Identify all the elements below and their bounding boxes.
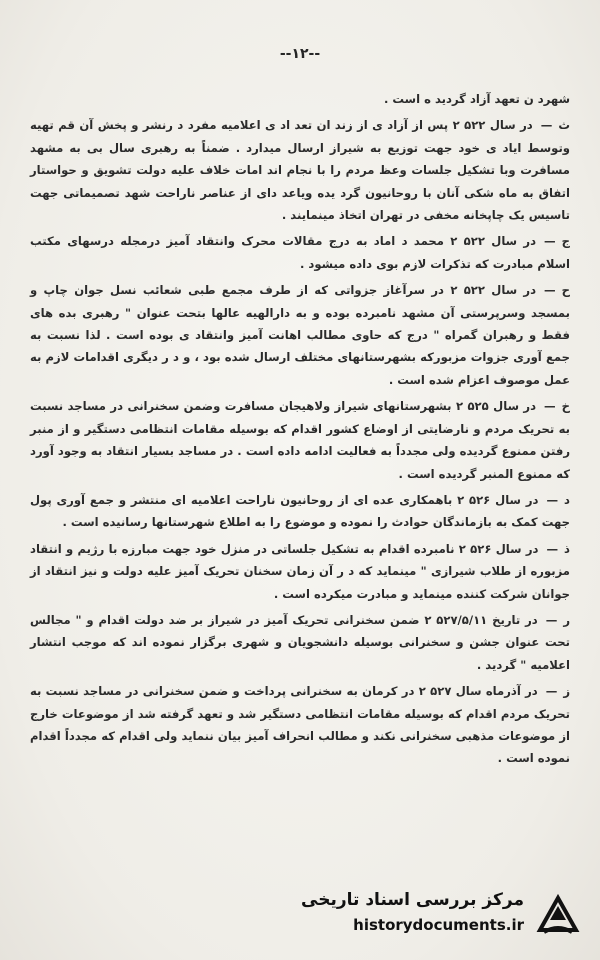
item-text: در سال ۵۲۶ ۲ باهمکاری عده ای از روحانیون ناراحت اعلامیه ای منتشر و جمع آوری پول جهت کمک به بازماندگان حوادث را نموده و موضوع را به اطلاع شهرستانها رسانیده است . <box>30 492 570 530</box>
list-item <box>30 489 570 534</box>
list-item <box>30 230 570 275</box>
item-text: در سال ۵۲۲ ۲ پس از آزاد ی از زند ان تعد اد ی اعلامیه مفرد د رنشر و پخش آن قم تهیه وتوسط ایاد ی خود جهت توزیع به شیراز ارسال میدارد . ضمناً به رهبری سال بی به مشهد مسافرت وبا تشکیل جلسات وعظ مردم را با نجام اند امات خلاف علیه دولت تشویق و حواستار اتفاق به ماه شکی آنان با روحانیون گرد یده ویاعد دای از عناصر ناراحت شهد تصمیماتی جهت تاسیس یک چاپخانه مخفی در تهران اتخاذ مینمایند . <box>30 118 570 223</box>
page-number: --۱۲-- <box>279 46 321 62</box>
list-item <box>30 114 570 226</box>
document-body <box>30 88 570 770</box>
item-text: در آذرماه سال ۵۲۷ ۲ در کرمان به سخنرانی پرداخت و ضمن سخنرانی در مساجد نسبت به تحریک مردم اقدام که بوسیله مقامات انتظامی دستگیر شد و تعهد گرفته شد از موضوعات خارج از موضوعات مذهبی سخنرانی نکند و مطالب انحراف آمیز بیان ننماید ولی اقدام که مجدداً اقدام نموده است . <box>30 684 570 766</box>
item-dash: — <box>546 541 559 556</box>
item-dash: — <box>546 492 559 507</box>
item-letter: ذ <box>564 541 570 556</box>
item-text: در سال ۵۲۲ ۲ در سرآغاز جزواتی که از طرف مجمع طبی شعائب نسل جوان چاپ و بمسجد وسرپرستی آن مشهد نامبرده بوده و به دارالهیه عالها بتحت عنوان " رهبری بده های فقط و رهبران گمراه " درج که حاوی مطالب اهانت آمیز وانتقاد ی بوده است . لذا نسبت به جمع آوری جزوات مزبورکه بشهرستانهای مختلف ارسال شده بود ، و د ر دیگری اقدامات لازم به عمل موصوف اعزام شده است . <box>30 283 570 387</box>
item-letter: ر <box>563 612 570 627</box>
list-item <box>30 395 570 485</box>
item-dash: — <box>544 283 556 298</box>
book-icon <box>534 890 582 940</box>
archive-logo <box>301 886 582 946</box>
item-text: در سال ۵۲۵ ۲ بشهرستانهای شیراز ولاهیجان مسافرت وضمن سخنرانی در مساجد نسبت به تحریک مردم و نارضایتی از اوضاع کشور اقدام که بوسیله مقامات انتظامی دستگیر و از منبر رفتن ممنوع گردیده ولی مجدداً به فعالیت ادامه داده است . در مساجد بسیار انتقاد به وجود آورد که ممنوع المنبر گردیده است . <box>30 399 570 481</box>
item-letter: د <box>564 492 570 507</box>
intro-paragraph: شهرد ن تعهد آزاد گردید ه است . <box>383 92 570 106</box>
item-dash: — <box>540 118 553 133</box>
logo-url[interactable]: historydocuments.ir <box>353 916 524 934</box>
list-item <box>30 538 570 605</box>
item-dash: — <box>544 234 556 249</box>
item-text: در سال ۵۲۶ ۲ نامبرده اقدام به تشکیل جلساتی در منزل خود جهت مبارزه با رژیم و انتقاد مزبوره از طلاب شیرازی " مینماید که د ر آن زمان سخنان تحریک آمیز علیه دولت و نیز انتقاد از جوانان شرکت کننده مینماید و مبادرت میکرده است . <box>30 541 570 601</box>
item-letter: ث <box>558 118 570 133</box>
item-text: در تاریخ ۵۲۷/۵/۱۱ ۲ ضمن سخنرانی تحریک آمیز در شیراز بر ضد دولت اقدام و " مجالس تحت عنوان جشن و سخنرانی بوسیله دانشجویان و شهری برگزار نموده اند که موجب انتشار اعلامیه " گردید . <box>30 612 570 672</box>
item-dash: — <box>545 612 558 627</box>
item-letter: خ <box>561 399 570 414</box>
item-letter: ح <box>561 283 570 298</box>
list-item <box>30 609 570 676</box>
logo-title: مرکز بررسی اسناد تاریخی <box>301 890 524 910</box>
item-text: در سال ۵۲۲ ۲ محمد د اماد به درج مقالات محرک وانتقاد آمیز درمجله درسهای مکتب اسلام مبادرت که تذکرات لازم بوی داده میشود . <box>30 234 570 271</box>
list-item <box>30 680 570 770</box>
item-dash: — <box>544 399 556 414</box>
item-letter: ز <box>563 684 570 699</box>
item-letter: ج <box>561 234 570 249</box>
item-dash: — <box>545 684 558 699</box>
list-item <box>30 279 570 391</box>
